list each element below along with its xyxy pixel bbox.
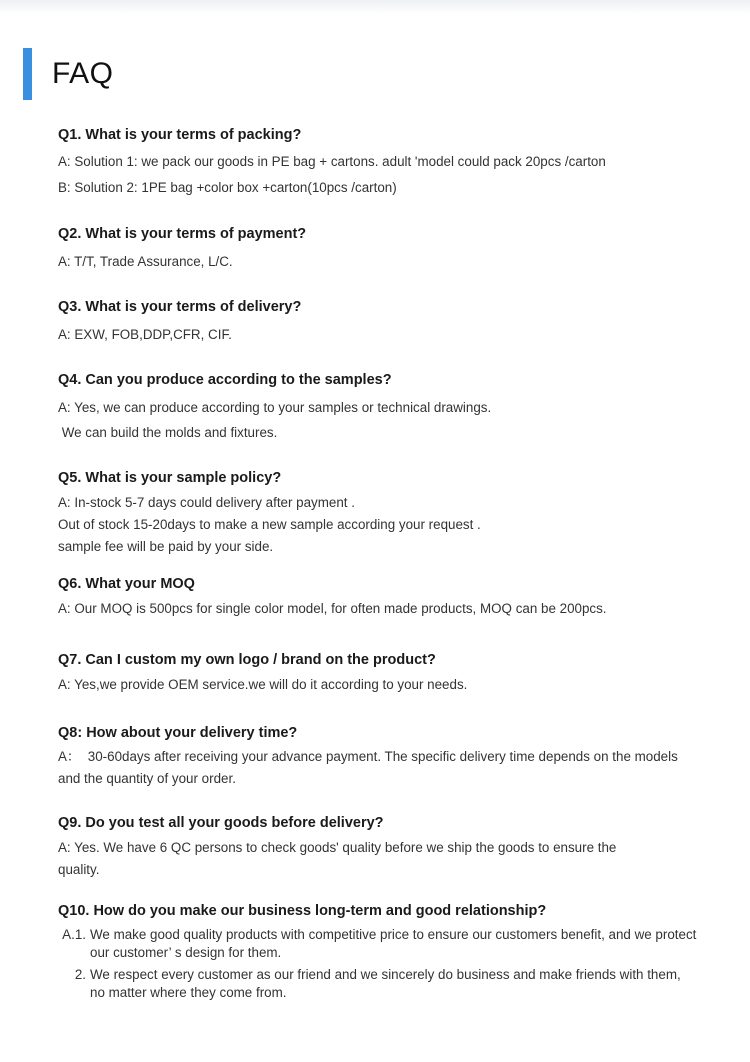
faq-item-q1 <box>58 126 718 199</box>
list-item-text: We respect every customer as our friend and we sincerely do business and make friends with them, no matter where they come from. <box>90 967 681 1000</box>
faq-question: Q2. What is your terms of payment? <box>58 226 307 242</box>
faq-answer-line: A: EXW, FOB,DDP,CFR, CIF. <box>58 327 232 342</box>
faq-question: Q9. Do you test all your goods before delivery? <box>58 815 384 831</box>
top-fade-strip <box>0 0 750 14</box>
faq-question: Q4. Can you produce according to the samples? <box>58 372 392 388</box>
faq-answer-paragraph: A： 30-60days after receiving your advance payment. The specific delivery time depends on the models and the quantity of your order. <box>58 749 682 786</box>
list-item-number: 2. <box>74 967 86 982</box>
faq-item-q4 <box>58 371 718 444</box>
faq-answer-line: A: Yes,we provide OEM service.we will do it according to your needs. <box>58 677 468 692</box>
faq-answer-line: A: Solution 1: we pack our goods in PE bag + cartons. adult 'model could pack 20pcs /carton <box>58 154 606 169</box>
faq-answer-line: A: Our MOQ is 500pcs for single color model, for often made products, MOQ can be 200pcs. <box>58 601 607 616</box>
faq-item-q3 <box>58 298 718 346</box>
faq-header <box>23 48 114 100</box>
faq-item-q6 <box>58 575 718 620</box>
faq-item-q2 <box>58 225 718 273</box>
answer-list-item <box>58 966 698 1002</box>
list-item-number: A.1. <box>62 927 86 942</box>
faq-answer-line: A: T/T, Trade Assurance, L/C. <box>58 254 233 269</box>
answer-list-item <box>58 926 698 962</box>
faq-question: Q1. What is your terms of packing? <box>58 127 302 143</box>
faq-answer-line: We can build the molds and fixtures. <box>58 425 278 440</box>
faq-item-q8 <box>58 724 718 790</box>
faq-question: Q7. Can I custom my own logo / brand on the product? <box>58 652 436 668</box>
page-title: FAQ <box>52 57 114 90</box>
faq-question: Q6. What your MOQ <box>58 576 195 592</box>
faq-answer-line: B: Solution 2: 1PE bag +color box +carton(10pcs /carton) <box>58 180 397 195</box>
faq-question: Q8: How about your delivery time? <box>58 725 298 741</box>
faq-item-q7 <box>58 651 718 696</box>
list-item-text: We make good quality products with competitive price to ensure our customers benefit, and we protect our customer’ s design for them. <box>90 927 697 960</box>
faq-answer-paragraph: A: Yes. We have 6 QC persons to check goods' quality before we ship the goods to ensure the quality. <box>58 840 617 877</box>
title-accent-bar <box>23 48 32 100</box>
faq-answer-line: Out of stock 15-20days to make a new sample according your request . <box>58 517 481 532</box>
faq-question: Q3. What is your terms of delivery? <box>58 299 302 315</box>
faq-item-q10 <box>58 902 718 1002</box>
faq-question: Q10. How do you make our business long-term and good relationship? <box>58 903 547 919</box>
faq-question: Q5. What is your sample policy? <box>58 470 282 486</box>
faq-item-q9 <box>58 814 718 881</box>
faq-answer-line: sample fee will be paid by your side. <box>58 539 274 554</box>
faq-answer-line: A: Yes, we can produce according to your samples or technical drawings. <box>58 400 492 415</box>
faq-item-q5 <box>58 469 718 558</box>
faq-answer-line: A: In-stock 5-7 days could delivery after payment . <box>58 495 355 510</box>
